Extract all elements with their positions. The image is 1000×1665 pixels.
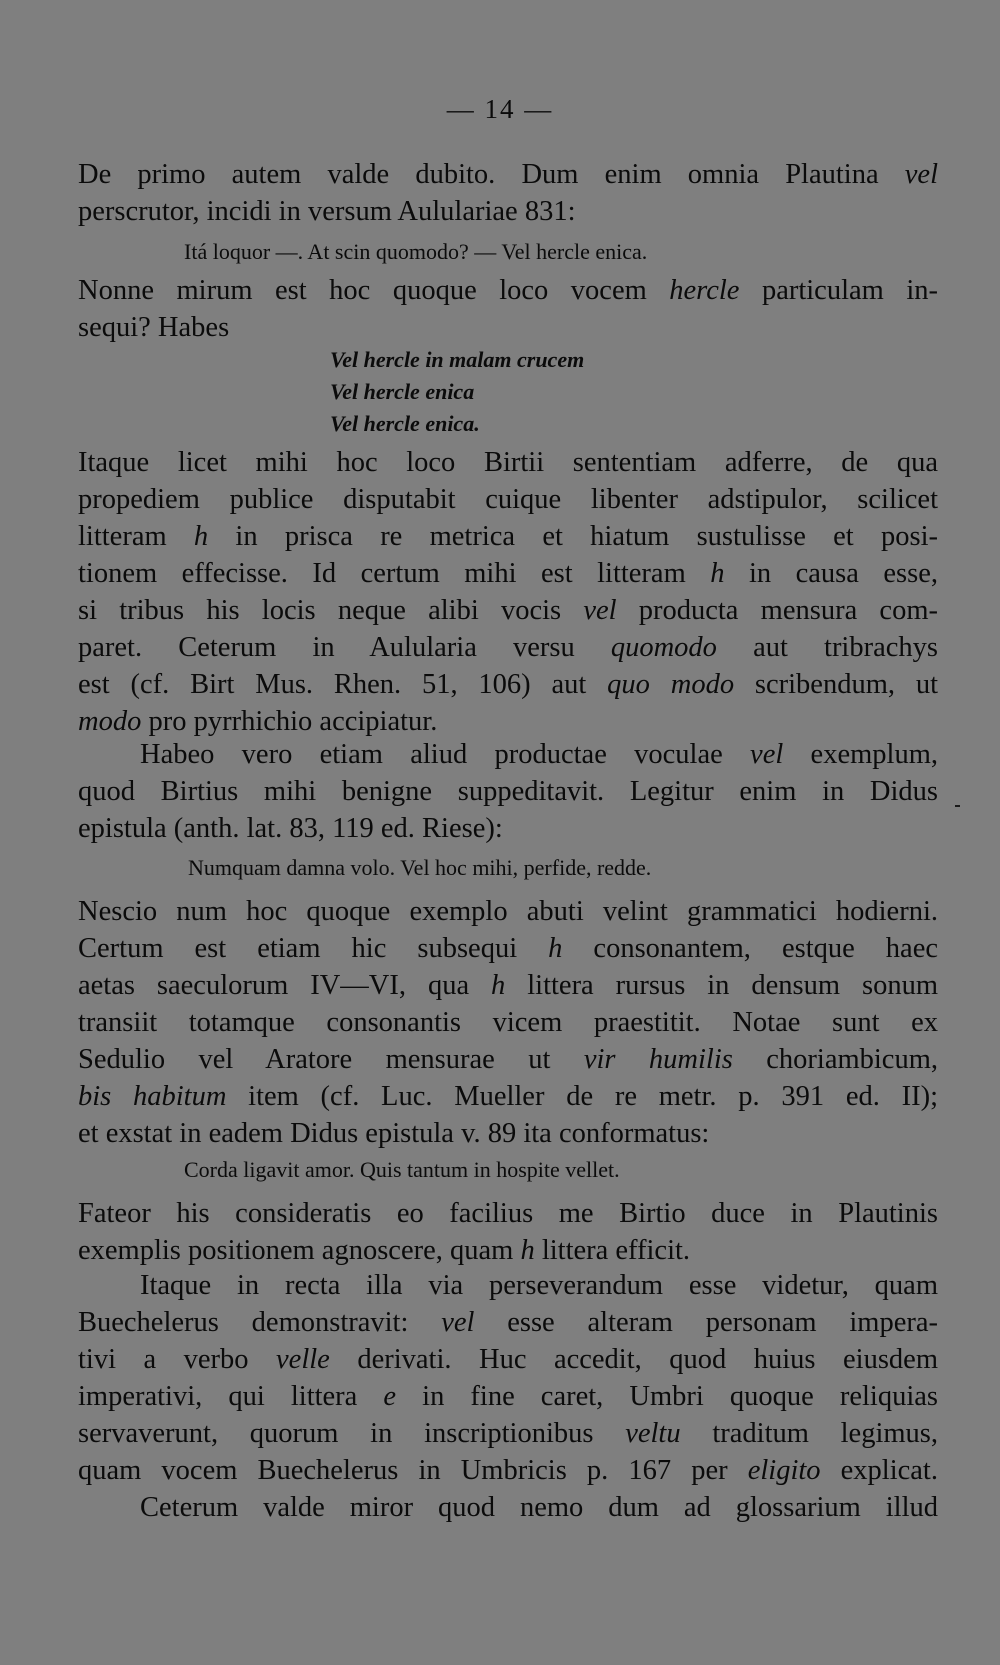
text-line: modo pro pyrrhichio accipiatur. (78, 706, 438, 737)
text-line: propediem publice disputabit cuique libenter adstipulor, scilicet (78, 484, 938, 515)
text-line: Habeo vero etiam aliud productae voculae vel exemplum, (140, 739, 938, 770)
text-line: quod Birtius mihi benigne suppeditavit. Legitur enim in Didus (78, 776, 938, 807)
text-line: Certum est etiam hic subsequi h consonantem, estque haec (78, 933, 938, 964)
verse-quote: Itá loquor —. At scin quomodo? — Vel hercle enica. (184, 239, 648, 264)
verse-line: Vel hercle in malam crucem (330, 347, 585, 372)
paragraph (78, 444, 938, 740)
verse-quote: Corda ligavit amor. Quis tantum in hospite vellet. (184, 1157, 620, 1182)
paragraph (78, 272, 938, 346)
text-line: sequi? Habes (78, 312, 230, 343)
text-line: De primo autem valde dubito. Dum enim omnia Plautina vel (78, 159, 938, 190)
text-line: Buechelerus demonstravit: vel esse alteram personam impera- (78, 1307, 938, 1338)
text-line: si tribus his locis neque alibi vocis vel producta mensura com- (78, 595, 938, 626)
text-line: aetas saeculorum IV—VI, qua h littera rursus in densum sonum (78, 970, 938, 1001)
paragraph (78, 1267, 938, 1489)
text-line: tionem effecisse. Id certum mihi est litteram h in causa esse, (78, 558, 938, 589)
text-line: quam vocem Buechelerus in Umbricis p. 167 per eligito explicat. (78, 1455, 938, 1486)
paragraph (78, 1195, 938, 1269)
text-line: litteram h in prisca re metrica et hiatum sustulisse et posi- (78, 521, 938, 552)
stray-mark (955, 805, 960, 807)
verse-quote: Numquam damna volo. Vel hoc mihi, perfide, redde. (188, 855, 652, 880)
paragraph (78, 736, 938, 847)
paragraph (78, 1489, 938, 1526)
text-line: exemplis positionem agnoscere, quam h littera efficit. (78, 1235, 691, 1266)
text-line: est (cf. Birt Mus. Rhen. 51, 106) aut quo modo scribendum, ut (78, 669, 938, 700)
paragraph (78, 156, 938, 230)
page-number: — 14 — (446, 94, 554, 124)
text-line: paret. Ceterum in Aulularia versu quomodo aut tribrachys (78, 632, 938, 663)
text-line: Nonne mirum est hoc quoque loco vocem hercle particulam in- (78, 275, 938, 306)
text-line: Ceterum valde miror quod nemo dum ad glossarium illud (140, 1492, 938, 1523)
text-line: Nescio num hoc quoque exemplo abuti velint grammatici hodierni. (78, 896, 938, 927)
text-line: epistula (anth. lat. 83, 119 ed. Riese): (78, 813, 503, 844)
text-line: perscrutor, incidi in versum Aululariae 831: (78, 196, 576, 227)
text-line: Itaque in recta illa via perseverandum esse videtur, quam (140, 1270, 938, 1301)
text-line: Fateor his consideratis eo facilius me Birtio duce in Plautinis (78, 1198, 938, 1229)
text-line: transiit totamque consonantis vicem praestitit. Notae sunt ex (78, 1007, 938, 1038)
text-line: et exstat in eadem Didus epistula v. 89 ita conformatus: (78, 1118, 710, 1149)
text-line: imperativi, qui littera e in fine caret, Umbri quoque reliquias (78, 1381, 938, 1412)
verse-quote (330, 344, 584, 440)
text-line: servaverunt, quorum in inscriptionibus veltu traditum legimus, (78, 1418, 938, 1449)
verse-line: Vel hercle enica (330, 379, 475, 404)
paragraph (78, 893, 938, 1152)
text-line: Sedulio vel Aratore mensurae ut vir humilis choriambicum, (78, 1044, 938, 1075)
verse-line: Vel hercle enica. (330, 411, 480, 436)
text-line: bis habitum item (cf. Luc. Mueller de re metr. p. 391 ed. II); (78, 1081, 938, 1112)
text-line: Itaque licet mihi hoc loco Birtii sententiam adferre, de qua (78, 447, 938, 478)
text-line: tivi a verbo velle derivati. Huc accedit, quod huius eiusdem (78, 1344, 938, 1375)
